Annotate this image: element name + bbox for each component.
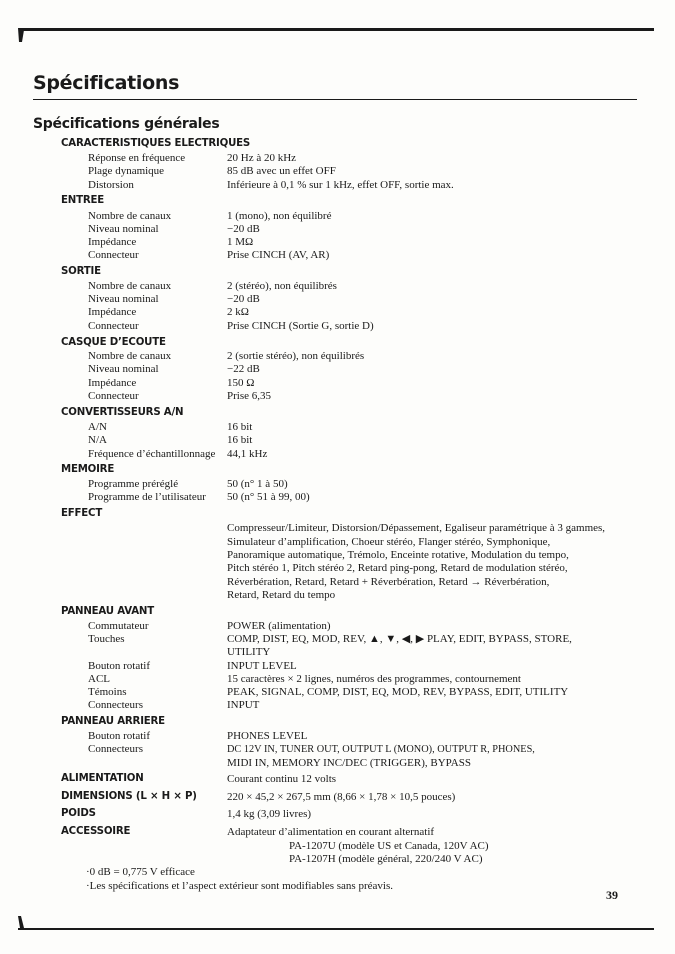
- spec-label: Nombre de canaux: [88, 280, 172, 292]
- section-heading: POIDS: [61, 808, 96, 819]
- spec-value: COMP, DIST, EQ, MOD, REV, ▲, ▼, ◀, ▶ PLAY, EDIT, BYPASS, STORE,: [227, 633, 572, 645]
- title-underline: [33, 99, 637, 100]
- section-heading: CARACTERISTIQUES ELECTRIQUES: [61, 138, 251, 149]
- section-heading: EFFECT: [61, 508, 103, 519]
- section-heading: MEMOIRE: [61, 464, 115, 475]
- spec-value: Prise 6,35: [227, 390, 271, 402]
- bottom-corner-mark-icon: [18, 916, 40, 930]
- spec-value: 20 Hz à 20 kHz: [227, 152, 297, 164]
- spec-value: 16 bit: [227, 421, 253, 433]
- spec-label: Connecteurs: [88, 743, 143, 755]
- section-heading: ALIMENTATION: [61, 773, 144, 784]
- spec-label: Plage dynamique: [88, 165, 165, 177]
- spec-label: Impédance: [88, 306, 137, 318]
- spec-value: PEAK, SIGNAL, COMP, DIST, EQ, MOD, REV, BYPASS, EDIT, UTILITY: [227, 686, 569, 698]
- spec-value: Adaptateur d’alimentation en courant alternatif: [227, 826, 435, 838]
- spec-label: Impédance: [88, 377, 137, 389]
- spec-label: Niveau nominal: [88, 363, 159, 375]
- footnote-1: ·0 dB = 0,775 V efficace: [86, 866, 195, 878]
- spec-value: MIDI IN, MEMORY INC/DEC (TRIGGER), BYPASS: [227, 757, 471, 769]
- spec-value: 15 caractères × 2 lignes, numéros des programmes, contournement: [227, 673, 521, 685]
- spec-value: Prise CINCH (Sortie G, sortie D): [227, 320, 374, 332]
- spec-label: Connecteur: [88, 249, 139, 261]
- spec-label: Témoins: [88, 686, 127, 698]
- section-heading: CONVERTISSEURS A/N: [61, 407, 184, 418]
- spec-value: 2 (sortie stéréo), non équilibrés: [227, 350, 365, 362]
- spec-label: ACL: [88, 673, 110, 685]
- spec-label: Nombre de canaux: [88, 210, 172, 222]
- spec-label: Connecteur: [88, 320, 139, 332]
- spec-value: −20 dB: [227, 223, 260, 235]
- spec-label: Programme préréglé: [88, 478, 179, 490]
- spec-label: Touches: [88, 633, 125, 645]
- spec-value: 16 bit: [227, 434, 253, 446]
- spec-value: 2 kΩ: [227, 306, 249, 318]
- section-heading: ENTREE: [61, 195, 104, 206]
- spec-label: A/N: [88, 421, 107, 433]
- spec-label: Programme de l’utilisateur: [88, 491, 206, 503]
- spec-label: N/A: [88, 434, 107, 446]
- spec-label: Niveau nominal: [88, 223, 159, 235]
- spec-value: Inférieure à 0,1 % sur 1 kHz, effet OFF, sortie max.: [227, 179, 454, 191]
- top-rule: [20, 28, 654, 31]
- bottom-rule: [20, 928, 654, 930]
- section-heading: DIMENSIONS (L × H × P): [61, 791, 197, 802]
- spec-label: Nombre de canaux: [88, 350, 172, 362]
- spec-value: Réverbération, Retard, Retard + Réverbération, Retard → Réverbération,: [227, 576, 550, 588]
- spec-value: −20 dB: [227, 293, 260, 305]
- spec-label: Réponse en fréquence: [88, 152, 186, 164]
- section-heading: SORTIE: [61, 266, 101, 277]
- footnote-2: ·Les spécifications et l’aspect extérieur sont modifiables sans préavis.: [86, 880, 393, 892]
- spec-value: 2 (stéréo), non équilibrés: [227, 280, 337, 292]
- spec-value: Pitch stéréo 1, Pitch stéréo 2, Retard ping-pong, Retard de modulation stéréo,: [227, 562, 568, 574]
- spec-label: Distorsion: [88, 179, 134, 191]
- spec-value: Compresseur/Limiteur, Distorsion/Dépassement, Egaliseur paramétrique à 3 gammes,: [227, 522, 606, 534]
- spec-value: Simulateur d’amplification, Choeur stéréo, Flanger stéréo, Symphonique,: [227, 536, 551, 548]
- spec-label: Fréquence d’échantillonnage: [88, 448, 216, 460]
- spec-value: 1,4 kg (3,09 livres): [227, 808, 312, 820]
- spec-value: 1 (mono), non équilibré: [227, 210, 332, 222]
- section-heading: PANNEAU ARRIERE: [61, 716, 165, 727]
- spec-value: 220 × 45,2 × 267,5 mm (8,66 × 1,78 × 10,5 pouces): [227, 791, 456, 803]
- spec-value: POWER (alimentation): [227, 620, 331, 632]
- spec-value: PHONES LEVEL: [227, 730, 308, 742]
- spec-value: 50 (n° 1 à 50): [227, 478, 288, 490]
- spec-value: −22 dB: [227, 363, 260, 375]
- section-heading: PANNEAU AVANT: [61, 606, 154, 617]
- page-title: Spécifications: [33, 72, 180, 94]
- spec-value: 150 Ω: [227, 377, 255, 389]
- spec-value: DC 12V IN, TUNER OUT, OUTPUT L (MONO), OUTPUT R, PHONES,: [227, 744, 535, 755]
- spec-value: 85 dB avec un effet OFF: [227, 165, 336, 177]
- spec-value: 44,1 kHz: [227, 448, 268, 460]
- spec-label: Connecteur: [88, 390, 139, 402]
- spec-label: Commutateur: [88, 620, 149, 632]
- spec-value: UTILITY: [227, 646, 271, 658]
- spec-value: INPUT: [227, 699, 260, 711]
- section-heading: CASQUE D’ECOUTE: [61, 337, 166, 348]
- spec-label: Connecteurs: [88, 699, 143, 711]
- spec-label: Impédance: [88, 236, 137, 248]
- spec-label: Niveau nominal: [88, 293, 159, 305]
- spec-value: Panoramique automatique, Trémolo, Enceinte rotative, Modulation du tempo,: [227, 549, 569, 561]
- spec-value: Courant continu 12 volts: [227, 773, 337, 785]
- page-number: 39: [606, 888, 618, 902]
- spec-value: INPUT LEVEL: [227, 660, 297, 672]
- spec-value: 1 MΩ: [227, 236, 254, 248]
- spec-value: Prise CINCH (AV, AR): [227, 249, 330, 261]
- spec-value: 50 (n° 51 à 99, 00): [227, 491, 310, 503]
- spec-value: PA-1207U (modèle US et Canada, 120V AC): [289, 840, 489, 852]
- spec-value: Retard, Retard du tempo: [227, 589, 336, 601]
- section-subtitle: Spécifications générales: [33, 116, 220, 132]
- section-heading: ACCESSOIRE: [61, 826, 131, 837]
- spec-label: Bouton rotatif: [88, 730, 151, 742]
- spec-value: PA-1207H (modèle général, 220/240 V AC): [289, 853, 483, 865]
- corner-mark-icon: [18, 28, 48, 42]
- spec-label: Bouton rotatif: [88, 660, 151, 672]
